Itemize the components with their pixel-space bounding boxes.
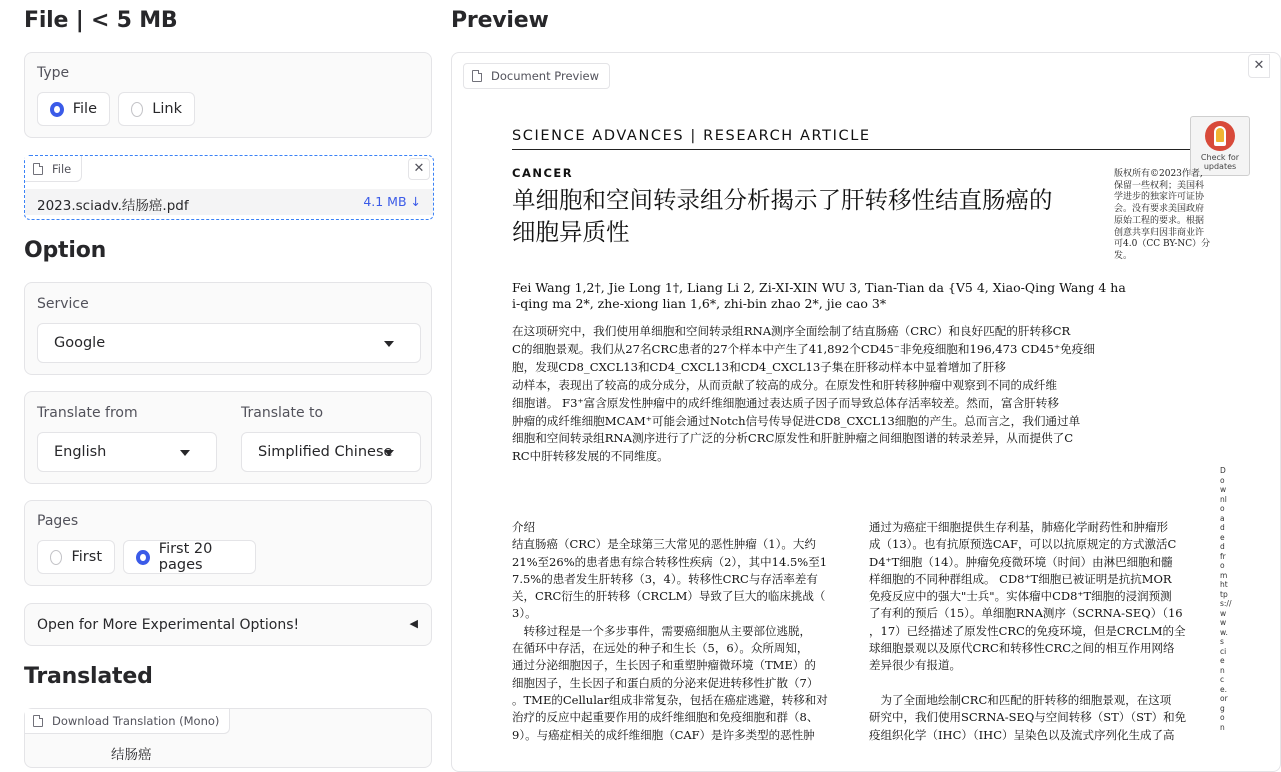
service-select[interactable] — [37, 323, 421, 363]
chevron-down-icon — [384, 341, 394, 347]
translate-to-label: Translate to — [241, 405, 324, 421]
service-panel — [24, 282, 432, 375]
body-column-2: 通过为癌症干细胞提供生存利基，肺癌化学耐药性和肿瘤形 成（13）。也有抗原预选CAF，可以以抗原规定的方式激活C D4⁺T细胞（14）。肿瘤免疫微环境（时间）由淋巴细胞和髓 样细胞的不同种群组成。 CD8⁺T细胞已被证明是抗抗MOR 免疫反应中的强大"士兵"。实体瘤中CD8⁺T细胞的浸润预测 了有利的预后（15）。单细胞RNA测序（SCRNA-SEQ）（16 ，17）已经描述了原发性CRC的免疫环境，但是CRCLM的全 球细胞景观以及原代CRC和转移性CRC之间的相互作用网络 差异很少有报道。 为了全面地绘制CRC和匹配的肝转移的细胞景观，在这项 研究中，我们使用SCRNA-SEQ与空间转移（ST）（ST）和免 疫组织化学（IHC）（IHC）呈染色以及流式序列化生成了高 — [869, 520, 1187, 742]
file-icon — [33, 715, 43, 727]
language-panel — [24, 391, 432, 484]
download-tab[interactable] — [25, 709, 230, 734]
translate-from-select[interactable] — [37, 432, 217, 472]
copyright-note: 版权所有©2023作者, 保留一些权利；美国科 学进步的独家许可证协 会。没有要求美国政府 原始工程的要求。根据 创意共享归因非商业许 可4.0（CC BY-NC）分 发。 — [1114, 169, 1211, 261]
type-file-radio[interactable] — [37, 92, 110, 126]
chevron-down-icon — [180, 450, 190, 456]
radio-selected-icon — [50, 102, 64, 117]
file-size-download-link[interactable]: 4.1 MB ↓ — [363, 194, 421, 209]
preview-heading: Preview — [451, 8, 549, 33]
pages-first-radio[interactable] — [37, 540, 115, 574]
translate-to-value: Simplified Chinese — [258, 444, 393, 460]
file-row — [25, 189, 433, 215]
section-label: CANCER — [512, 166, 574, 180]
file-tab-label: File — [52, 161, 72, 176]
file-name: 2023.sciadv.结肠癌.pdf — [37, 198, 189, 214]
file-tab — [25, 156, 82, 182]
pages-first-label: First — [71, 549, 102, 565]
check-updates-text: Check for updates — [1200, 153, 1240, 171]
type-panel — [24, 52, 432, 138]
document-preview-tab[interactable] — [463, 63, 610, 89]
type-link-radio[interactable] — [118, 92, 195, 126]
collapse-arrow-icon: ◀ — [409, 617, 418, 630]
author-line-1: Fei Wang 1,2†, Jie Long 1†, Liang Li 2, Zi-XI-XIN WU 3, Tian-Tian da {V5 4, Xiao-Qing Wang 4 ha — [512, 280, 1126, 295]
download-panel — [24, 708, 432, 768]
download-file-name[interactable]: 结肠癌 — [111, 747, 152, 763]
close-preview-button[interactable]: ✕ — [1248, 54, 1270, 78]
file-icon — [472, 70, 482, 82]
crossmark-icon — [1205, 121, 1235, 151]
download-side-text: Downloaded from https://www.science.org on — [1220, 466, 1232, 732]
option-heading: Option — [24, 238, 107, 263]
pages-first20-label: First 20 pages — [158, 541, 213, 573]
clear-file-button[interactable]: ✕ — [408, 158, 430, 180]
file-icon — [33, 163, 43, 175]
service-value: Google — [54, 335, 106, 351]
file-dropzone[interactable] — [24, 155, 434, 220]
journal-rule — [512, 149, 1192, 150]
translate-to-select[interactable] — [241, 432, 421, 472]
download-tab-label: Download Translation (Mono) — [52, 714, 220, 728]
type-link-label: Link — [152, 101, 182, 117]
radio-unselected-icon — [50, 550, 62, 565]
radio-selected-icon — [136, 550, 150, 565]
document-preview-label: Document Preview — [491, 69, 599, 83]
pages-label: Pages — [37, 513, 79, 529]
translated-heading: Translated — [24, 664, 153, 689]
pages-first20-radio[interactable] — [123, 540, 256, 574]
file-heading: File | < 5 MB — [24, 8, 178, 33]
type-label: Type — [37, 65, 70, 81]
translate-from-label: Translate from — [37, 405, 138, 421]
author-line-2: i-qing ma 2*, zhe-xiong lian 1,6*, zhi-bin zhao 2*, jie cao 3* — [512, 296, 887, 311]
pages-panel — [24, 500, 432, 586]
radio-unselected-icon — [131, 102, 143, 117]
article-title: 单细胞和空间转录组分析揭示了肝转移性结直肠癌的 细胞异质性 — [512, 186, 1053, 246]
experimental-label: Open for More Experimental Options! — [37, 617, 300, 633]
translate-from-value: English — [54, 444, 107, 460]
check-updates-badge[interactable] — [1190, 116, 1250, 176]
chevron-down-icon — [384, 450, 394, 456]
abstract-text: 在这项研究中，我们使用单细胞和空间转录组RNA测序全面绘制了结直肠癌（CRC）和良好匹配的肝转移CR C的细胞景观。我们从27名CRC患者的27个样本中产生了41,892个CD45⁻非免疫细胞和196,473 CD45⁺免疫细 胞，发现CD8_CXCL13和CD4_CXCL13和CD4_CXCL13子集在肝移动样本中显着增加了肝移 动样本，表现出了较高的成分成分，从而贡献了较高的成分。在原发性和肝转移肿瘤中观察到不同的成纤维 细胞谱。 F3⁺富含原发性肿瘤中的成纤维细胞通过表达质子因子而导致总体存活率较差。然而，富含肝转移 肿瘤的成纤维细胞MCAM⁺可能会通过Notch信号传导促进CD8_CXCL13细胞的产生。总而言之，我们通过单 细胞和空间转录组RNA测序进行了广泛的分析CRC原发性和肝脏肿瘤之间细胞图谱的转录差异，从而提供了C RC中肝转移发展的不同维度。 — [512, 324, 1095, 464]
service-label: Service — [37, 296, 89, 312]
experimental-accordion[interactable] — [24, 603, 432, 646]
journal-header: SCIENCE ADVANCES | RESEARCH ARTICLE — [512, 128, 871, 144]
type-file-label: File — [72, 101, 97, 117]
body-column-1: 介绍 结直肠癌（CRC）是全球第三大常见的恶性肿瘤（1）。大约 21%至26%的患者患有综合转移性疾病（2），其中14.5%至1 7.5%的患者发生肝转移（3，4）。转移性CRC与存活率差有 关，CRC衍生的肝转移（CRCLM）导致了巨大的临床挑战（ 3）。 转移过程是一个多步事件，需要癌细胞从主要部位逃脱， 在循环中存活，在远处的种子和生长（5，6）。众所周知， 通过分泌细胞因子，生长因子和重塑肿瘤微环境（TME）的 细胞因子，生长因子和蛋白质的分泌来促进转移性扩散（7） 。TME的Cellular组成非常复杂，包括在癌症逃避，转移和对 治疗的反应中起重要作用的成纤维细胞和免疫细胞和群（8、 9）。与癌症相关的成纤维细胞（CAF）是许多类型的恶性肿 — [512, 520, 828, 742]
